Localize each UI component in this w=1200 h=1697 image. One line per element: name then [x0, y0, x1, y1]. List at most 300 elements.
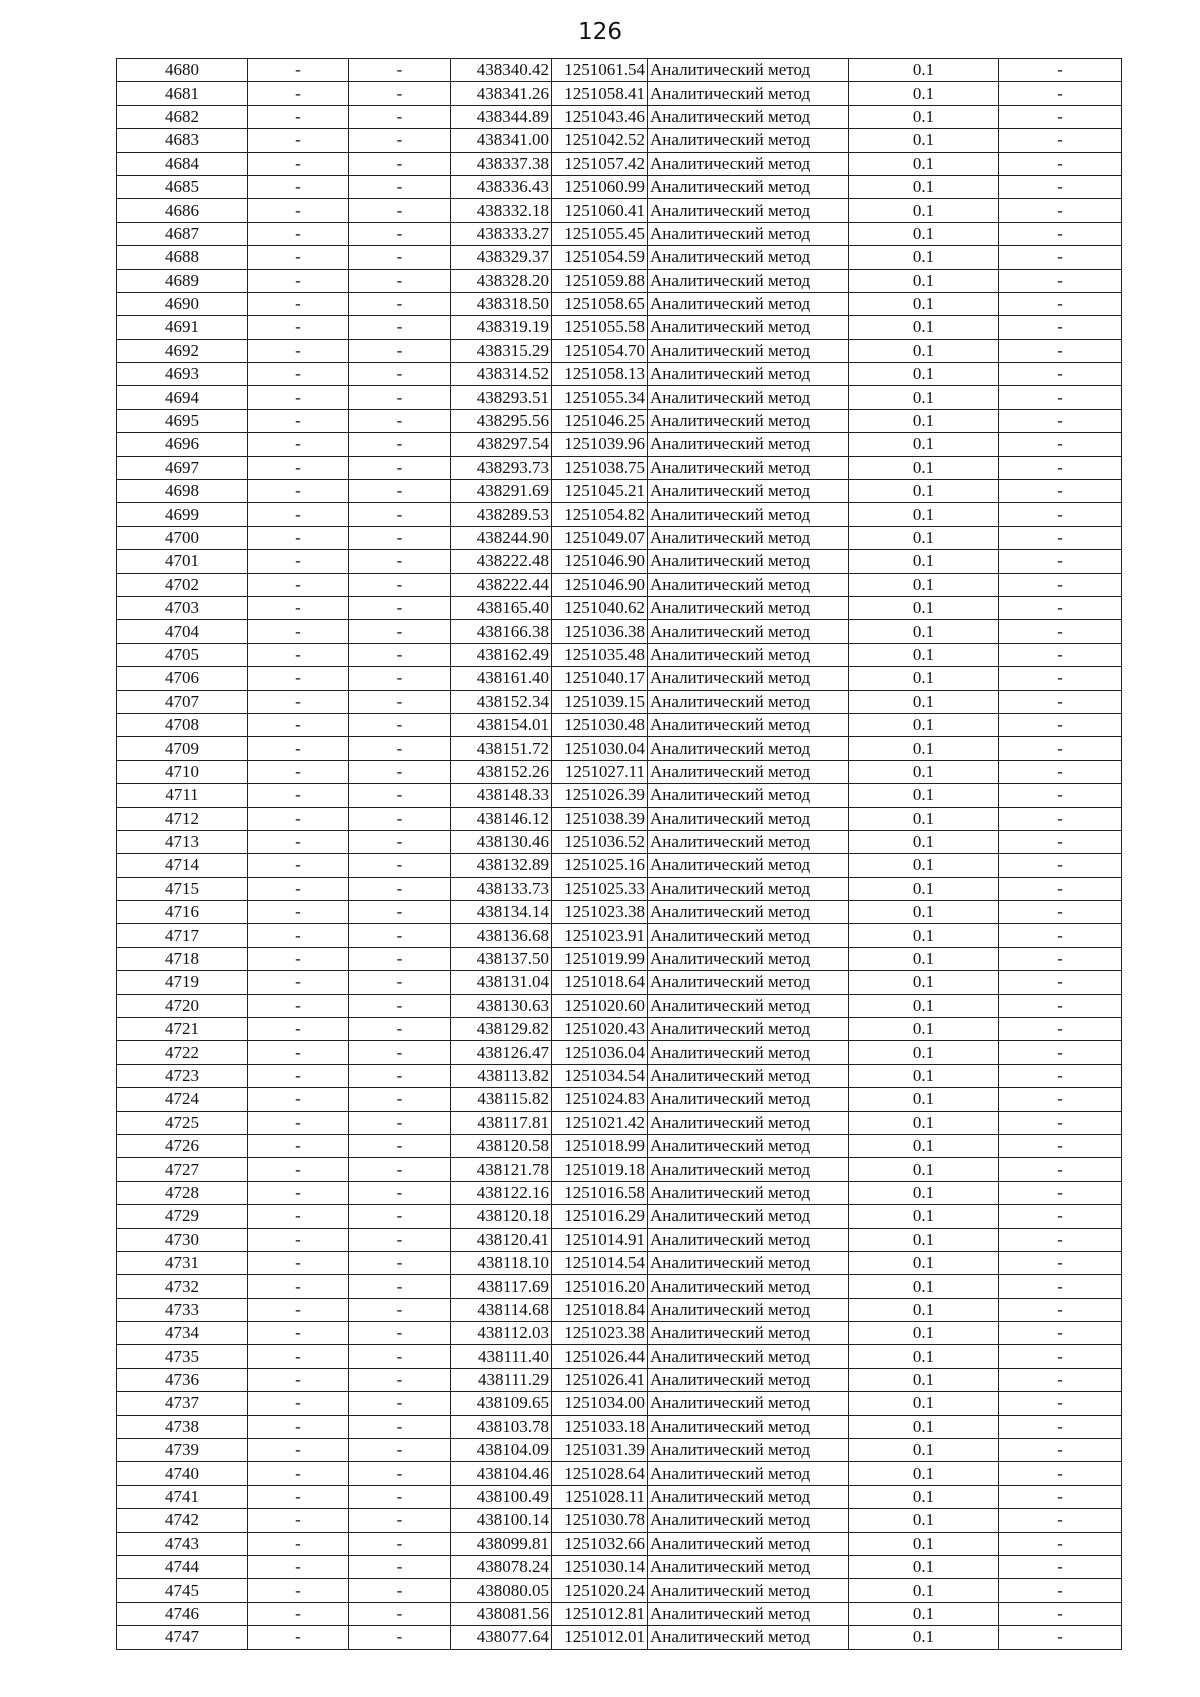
point-number-cell: 4741: [117, 1485, 248, 1508]
empty-cell-1: -: [248, 947, 349, 970]
x-coordinate-cell: 438291.69: [451, 480, 552, 503]
table-row: [117, 456, 1122, 479]
table-row: [117, 339, 1122, 362]
accuracy-cell: 0.1: [849, 526, 999, 549]
method-cell: Аналитический метод: [648, 924, 849, 947]
empty-cell-1: -: [248, 386, 349, 409]
empty-cell-3: -: [999, 1485, 1122, 1508]
method-cell: Аналитический метод: [648, 643, 849, 666]
point-number-cell: 4743: [117, 1532, 248, 1555]
empty-cell-2: -: [349, 1064, 451, 1087]
y-coordinate-cell: 1251033.18: [552, 1415, 648, 1438]
accuracy-cell: 0.1: [849, 152, 999, 175]
empty-cell-2: -: [349, 1626, 451, 1649]
accuracy-cell: 0.1: [849, 363, 999, 386]
method-cell: Аналитический метод: [648, 1205, 849, 1228]
empty-cell-1: -: [248, 1345, 349, 1368]
empty-cell-2: -: [349, 292, 451, 315]
y-coordinate-cell: 1251036.38: [552, 620, 648, 643]
table-row: [117, 59, 1122, 82]
point-number-cell: 4739: [117, 1439, 248, 1462]
table-row: [117, 854, 1122, 877]
accuracy-cell: 0.1: [849, 1298, 999, 1321]
empty-cell-2: -: [349, 807, 451, 830]
accuracy-cell: 0.1: [849, 59, 999, 82]
empty-cell-3: -: [999, 807, 1122, 830]
table-row: [117, 1345, 1122, 1368]
accuracy-cell: 0.1: [849, 1088, 999, 1111]
empty-cell-3: -: [999, 1298, 1122, 1321]
x-coordinate-cell: 438099.81: [451, 1532, 552, 1555]
empty-cell-2: -: [349, 947, 451, 970]
point-number-cell: 4684: [117, 152, 248, 175]
point-number-cell: 4723: [117, 1064, 248, 1087]
point-number-cell: 4745: [117, 1579, 248, 1602]
table-row: [117, 901, 1122, 924]
accuracy-cell: 0.1: [849, 877, 999, 900]
table-row: [117, 246, 1122, 269]
accuracy-cell: 0.1: [849, 1158, 999, 1181]
accuracy-cell: 0.1: [849, 105, 999, 128]
table-row: [117, 363, 1122, 386]
table-row: [117, 409, 1122, 432]
y-coordinate-cell: 1251030.78: [552, 1509, 648, 1532]
empty-cell-3: -: [999, 1368, 1122, 1391]
x-coordinate-cell: 438341.26: [451, 82, 552, 105]
empty-cell-1: -: [248, 1322, 349, 1345]
empty-cell-1: -: [248, 526, 349, 549]
x-coordinate-cell: 438130.63: [451, 994, 552, 1017]
y-coordinate-cell: 1251020.24: [552, 1579, 648, 1602]
empty-cell-2: -: [349, 877, 451, 900]
x-coordinate-cell: 438111.29: [451, 1368, 552, 1391]
empty-cell-2: -: [349, 269, 451, 292]
point-number-cell: 4685: [117, 175, 248, 198]
accuracy-cell: 0.1: [849, 316, 999, 339]
empty-cell-1: -: [248, 199, 349, 222]
table-row: [117, 784, 1122, 807]
y-coordinate-cell: 1251060.41: [552, 199, 648, 222]
x-coordinate-cell: 438129.82: [451, 1018, 552, 1041]
y-coordinate-cell: 1251014.54: [552, 1251, 648, 1274]
method-cell: Аналитический метод: [648, 316, 849, 339]
x-coordinate-cell: 438104.09: [451, 1439, 552, 1462]
point-number-cell: 4722: [117, 1041, 248, 1064]
empty-cell-3: -: [999, 105, 1122, 128]
method-cell: Аналитический метод: [648, 503, 849, 526]
empty-cell-3: -: [999, 971, 1122, 994]
x-coordinate-cell: 438161.40: [451, 667, 552, 690]
empty-cell-3: -: [999, 596, 1122, 619]
accuracy-cell: 0.1: [849, 292, 999, 315]
method-cell: Аналитический метод: [648, 830, 849, 853]
empty-cell-1: -: [248, 550, 349, 573]
point-number-cell: 4740: [117, 1462, 248, 1485]
point-number-cell: 4732: [117, 1275, 248, 1298]
method-cell: Аналитический метод: [648, 1462, 849, 1485]
x-coordinate-cell: 438340.42: [451, 59, 552, 82]
empty-cell-2: -: [349, 1275, 451, 1298]
y-coordinate-cell: 1251016.58: [552, 1181, 648, 1204]
empty-cell-1: -: [248, 690, 349, 713]
point-number-cell: 4692: [117, 339, 248, 362]
method-cell: Аналитический метод: [648, 994, 849, 1017]
y-coordinate-cell: 1251030.48: [552, 713, 648, 736]
coordinates-table: [116, 58, 1122, 1650]
point-number-cell: 4737: [117, 1392, 248, 1415]
empty-cell-3: -: [999, 1158, 1122, 1181]
point-number-cell: 4695: [117, 409, 248, 432]
table-row: [117, 713, 1122, 736]
y-coordinate-cell: 1251035.48: [552, 643, 648, 666]
accuracy-cell: 0.1: [849, 222, 999, 245]
accuracy-cell: 0.1: [849, 409, 999, 432]
accuracy-cell: 0.1: [849, 924, 999, 947]
method-cell: Аналитический метод: [648, 1602, 849, 1625]
x-coordinate-cell: 438103.78: [451, 1415, 552, 1438]
point-number-cell: 4686: [117, 199, 248, 222]
empty-cell-3: -: [999, 1111, 1122, 1134]
accuracy-cell: 0.1: [849, 82, 999, 105]
accuracy-cell: 0.1: [849, 480, 999, 503]
empty-cell-1: -: [248, 760, 349, 783]
empty-cell-2: -: [349, 456, 451, 479]
table-row: [117, 1088, 1122, 1111]
accuracy-cell: 0.1: [849, 1439, 999, 1462]
accuracy-cell: 0.1: [849, 760, 999, 783]
empty-cell-2: -: [349, 503, 451, 526]
table-row: [117, 1111, 1122, 1134]
x-coordinate-cell: 438112.03: [451, 1322, 552, 1345]
empty-cell-1: -: [248, 1228, 349, 1251]
empty-cell-2: -: [349, 222, 451, 245]
empty-cell-1: -: [248, 129, 349, 152]
point-number-cell: 4710: [117, 760, 248, 783]
point-number-cell: 4704: [117, 620, 248, 643]
empty-cell-3: -: [999, 316, 1122, 339]
empty-cell-1: -: [248, 175, 349, 198]
empty-cell-3: -: [999, 1579, 1122, 1602]
y-coordinate-cell: 1251027.11: [552, 760, 648, 783]
y-coordinate-cell: 1251060.99: [552, 175, 648, 198]
empty-cell-3: -: [999, 550, 1122, 573]
y-coordinate-cell: 1251026.39: [552, 784, 648, 807]
table-row: [117, 1275, 1122, 1298]
table-row: [117, 737, 1122, 760]
method-cell: Аналитический метод: [648, 854, 849, 877]
empty-cell-3: -: [999, 1626, 1122, 1649]
empty-cell-1: -: [248, 1509, 349, 1532]
y-coordinate-cell: 1251012.81: [552, 1602, 648, 1625]
empty-cell-2: -: [349, 246, 451, 269]
empty-cell-3: -: [999, 1415, 1122, 1438]
empty-cell-2: -: [349, 1345, 451, 1368]
y-coordinate-cell: 1251057.42: [552, 152, 648, 175]
empty-cell-1: -: [248, 596, 349, 619]
empty-cell-1: -: [248, 1462, 349, 1485]
empty-cell-3: -: [999, 1392, 1122, 1415]
point-number-cell: 4742: [117, 1509, 248, 1532]
point-number-cell: 4725: [117, 1111, 248, 1134]
x-coordinate-cell: 438100.14: [451, 1509, 552, 1532]
method-cell: Аналитический метод: [648, 1392, 849, 1415]
point-number-cell: 4733: [117, 1298, 248, 1321]
x-coordinate-cell: 438104.46: [451, 1462, 552, 1485]
y-coordinate-cell: 1251045.21: [552, 480, 648, 503]
table-row: [117, 947, 1122, 970]
x-coordinate-cell: 438130.46: [451, 830, 552, 853]
y-coordinate-cell: 1251018.64: [552, 971, 648, 994]
table-row: [117, 152, 1122, 175]
y-coordinate-cell: 1251040.62: [552, 596, 648, 619]
empty-cell-3: -: [999, 1018, 1122, 1041]
method-cell: Аналитический метод: [648, 1626, 849, 1649]
x-coordinate-cell: 438337.38: [451, 152, 552, 175]
empty-cell-2: -: [349, 1111, 451, 1134]
method-cell: Аналитический метод: [648, 386, 849, 409]
method-cell: Аналитический метод: [648, 737, 849, 760]
method-cell: Аналитический метод: [648, 1298, 849, 1321]
method-cell: Аналитический метод: [648, 1532, 849, 1555]
y-coordinate-cell: 1251042.52: [552, 129, 648, 152]
empty-cell-3: -: [999, 1602, 1122, 1625]
empty-cell-3: -: [999, 737, 1122, 760]
point-number-cell: 4709: [117, 737, 248, 760]
method-cell: Аналитический метод: [648, 339, 849, 362]
point-number-cell: 4693: [117, 363, 248, 386]
table-row: [117, 1228, 1122, 1251]
empty-cell-3: -: [999, 667, 1122, 690]
x-coordinate-cell: 438081.56: [451, 1602, 552, 1625]
x-coordinate-cell: 438080.05: [451, 1579, 552, 1602]
empty-cell-1: -: [248, 830, 349, 853]
accuracy-cell: 0.1: [849, 667, 999, 690]
empty-cell-3: -: [999, 713, 1122, 736]
empty-cell-2: -: [349, 1298, 451, 1321]
point-number-cell: 4747: [117, 1626, 248, 1649]
empty-cell-2: -: [349, 59, 451, 82]
x-coordinate-cell: 438120.18: [451, 1205, 552, 1228]
empty-cell-3: -: [999, 386, 1122, 409]
method-cell: Аналитический метод: [648, 901, 849, 924]
x-coordinate-cell: 438118.10: [451, 1251, 552, 1274]
table-row: [117, 1626, 1122, 1649]
point-number-cell: 4720: [117, 994, 248, 1017]
empty-cell-2: -: [349, 129, 451, 152]
x-coordinate-cell: 438077.64: [451, 1626, 552, 1649]
accuracy-cell: 0.1: [849, 1602, 999, 1625]
empty-cell-1: -: [248, 1134, 349, 1157]
empty-cell-2: -: [349, 409, 451, 432]
table-row: [117, 480, 1122, 503]
y-coordinate-cell: 1251059.88: [552, 269, 648, 292]
table-row: [117, 1181, 1122, 1204]
table-row: [117, 807, 1122, 830]
empty-cell-1: -: [248, 246, 349, 269]
empty-cell-3: -: [999, 1275, 1122, 1298]
y-coordinate-cell: 1251028.64: [552, 1462, 648, 1485]
empty-cell-1: -: [248, 901, 349, 924]
accuracy-cell: 0.1: [849, 1251, 999, 1274]
point-number-cell: 4687: [117, 222, 248, 245]
x-coordinate-cell: 438329.37: [451, 246, 552, 269]
empty-cell-3: -: [999, 246, 1122, 269]
empty-cell-3: -: [999, 269, 1122, 292]
empty-cell-3: -: [999, 994, 1122, 1017]
point-number-cell: 4713: [117, 830, 248, 853]
accuracy-cell: 0.1: [849, 643, 999, 666]
point-number-cell: 4705: [117, 643, 248, 666]
x-coordinate-cell: 438315.29: [451, 339, 552, 362]
empty-cell-2: -: [349, 1228, 451, 1251]
empty-cell-1: -: [248, 1275, 349, 1298]
empty-cell-3: -: [999, 129, 1122, 152]
empty-cell-1: -: [248, 480, 349, 503]
empty-cell-3: -: [999, 1181, 1122, 1204]
accuracy-cell: 0.1: [849, 246, 999, 269]
method-cell: Аналитический метод: [648, 480, 849, 503]
x-coordinate-cell: 438152.34: [451, 690, 552, 713]
accuracy-cell: 0.1: [849, 994, 999, 1017]
empty-cell-2: -: [349, 1134, 451, 1157]
x-coordinate-cell: 438166.38: [451, 620, 552, 643]
x-coordinate-cell: 438151.72: [451, 737, 552, 760]
empty-cell-1: -: [248, 1041, 349, 1064]
x-coordinate-cell: 438122.16: [451, 1181, 552, 1204]
accuracy-cell: 0.1: [849, 175, 999, 198]
method-cell: Аналитический метод: [648, 1251, 849, 1274]
x-coordinate-cell: 438126.47: [451, 1041, 552, 1064]
empty-cell-2: -: [349, 1041, 451, 1064]
empty-cell-1: -: [248, 222, 349, 245]
y-coordinate-cell: 1251026.44: [552, 1345, 648, 1368]
empty-cell-3: -: [999, 830, 1122, 853]
y-coordinate-cell: 1251046.90: [552, 550, 648, 573]
accuracy-cell: 0.1: [849, 1041, 999, 1064]
empty-cell-1: -: [248, 573, 349, 596]
point-number-cell: 4735: [117, 1345, 248, 1368]
empty-cell-2: -: [349, 667, 451, 690]
empty-cell-2: -: [349, 339, 451, 362]
empty-cell-2: -: [349, 924, 451, 947]
point-number-cell: 4714: [117, 854, 248, 877]
x-coordinate-cell: 438115.82: [451, 1088, 552, 1111]
empty-cell-2: -: [349, 1251, 451, 1274]
accuracy-cell: 0.1: [849, 784, 999, 807]
x-coordinate-cell: 438111.40: [451, 1345, 552, 1368]
accuracy-cell: 0.1: [849, 1579, 999, 1602]
table-row: [117, 1462, 1122, 1485]
table-row: [117, 1579, 1122, 1602]
empty-cell-2: -: [349, 152, 451, 175]
table-row: [117, 386, 1122, 409]
empty-cell-3: -: [999, 152, 1122, 175]
y-coordinate-cell: 1251018.99: [552, 1134, 648, 1157]
empty-cell-2: -: [349, 1602, 451, 1625]
point-number-cell: 4738: [117, 1415, 248, 1438]
method-cell: Аналитический метод: [648, 713, 849, 736]
empty-cell-2: -: [349, 1485, 451, 1508]
method-cell: Аналитический метод: [648, 784, 849, 807]
point-number-cell: 4708: [117, 713, 248, 736]
empty-cell-2: -: [349, 105, 451, 128]
accuracy-cell: 0.1: [849, 1345, 999, 1368]
method-cell: Аналитический метод: [648, 269, 849, 292]
empty-cell-3: -: [999, 1228, 1122, 1251]
y-coordinate-cell: 1251034.00: [552, 1392, 648, 1415]
empty-cell-1: -: [248, 1158, 349, 1181]
table-row: [117, 1439, 1122, 1462]
empty-cell-1: -: [248, 1415, 349, 1438]
empty-cell-1: -: [248, 1298, 349, 1321]
empty-cell-1: -: [248, 269, 349, 292]
y-coordinate-cell: 1251058.65: [552, 292, 648, 315]
empty-cell-2: -: [349, 971, 451, 994]
x-coordinate-cell: 438078.24: [451, 1556, 552, 1579]
table-row: [117, 292, 1122, 315]
empty-cell-1: -: [248, 152, 349, 175]
y-coordinate-cell: 1251021.42: [552, 1111, 648, 1134]
method-cell: Аналитический метод: [648, 1322, 849, 1345]
empty-cell-1: -: [248, 363, 349, 386]
accuracy-cell: 0.1: [849, 1018, 999, 1041]
y-coordinate-cell: 1251046.90: [552, 573, 648, 596]
y-coordinate-cell: 1251025.33: [552, 877, 648, 900]
empty-cell-2: -: [349, 1158, 451, 1181]
empty-cell-1: -: [248, 1088, 349, 1111]
x-coordinate-cell: 438132.89: [451, 854, 552, 877]
point-number-cell: 4706: [117, 667, 248, 690]
empty-cell-3: -: [999, 690, 1122, 713]
method-cell: Аналитический метод: [648, 1368, 849, 1391]
point-number-cell: 4715: [117, 877, 248, 900]
accuracy-cell: 0.1: [849, 1322, 999, 1345]
method-cell: Аналитический метод: [648, 1485, 849, 1508]
method-cell: Аналитический метод: [648, 690, 849, 713]
x-coordinate-cell: 438117.69: [451, 1275, 552, 1298]
method-cell: Аналитический метод: [648, 1064, 849, 1087]
empty-cell-2: -: [349, 854, 451, 877]
empty-cell-3: -: [999, 901, 1122, 924]
method-cell: Аналитический метод: [648, 1579, 849, 1602]
empty-cell-3: -: [999, 1041, 1122, 1064]
accuracy-cell: 0.1: [849, 947, 999, 970]
empty-cell-2: -: [349, 620, 451, 643]
method-cell: Аналитический метод: [648, 1345, 849, 1368]
accuracy-cell: 0.1: [849, 1626, 999, 1649]
method-cell: Аналитический метод: [648, 105, 849, 128]
point-number-cell: 4719: [117, 971, 248, 994]
empty-cell-1: -: [248, 854, 349, 877]
method-cell: Аналитический метод: [648, 620, 849, 643]
y-coordinate-cell: 1251032.66: [552, 1532, 648, 1555]
y-coordinate-cell: 1251054.82: [552, 503, 648, 526]
table-row: [117, 1134, 1122, 1157]
table-row: [117, 1322, 1122, 1345]
point-number-cell: 4688: [117, 246, 248, 269]
empty-cell-3: -: [999, 222, 1122, 245]
x-coordinate-cell: 438244.90: [451, 526, 552, 549]
table-row: [117, 994, 1122, 1017]
point-number-cell: 4703: [117, 596, 248, 619]
empty-cell-2: -: [349, 175, 451, 198]
accuracy-cell: 0.1: [849, 550, 999, 573]
empty-cell-1: -: [248, 667, 349, 690]
empty-cell-2: -: [349, 82, 451, 105]
y-coordinate-cell: 1251016.29: [552, 1205, 648, 1228]
method-cell: Аналитический метод: [648, 175, 849, 198]
empty-cell-1: -: [248, 807, 349, 830]
